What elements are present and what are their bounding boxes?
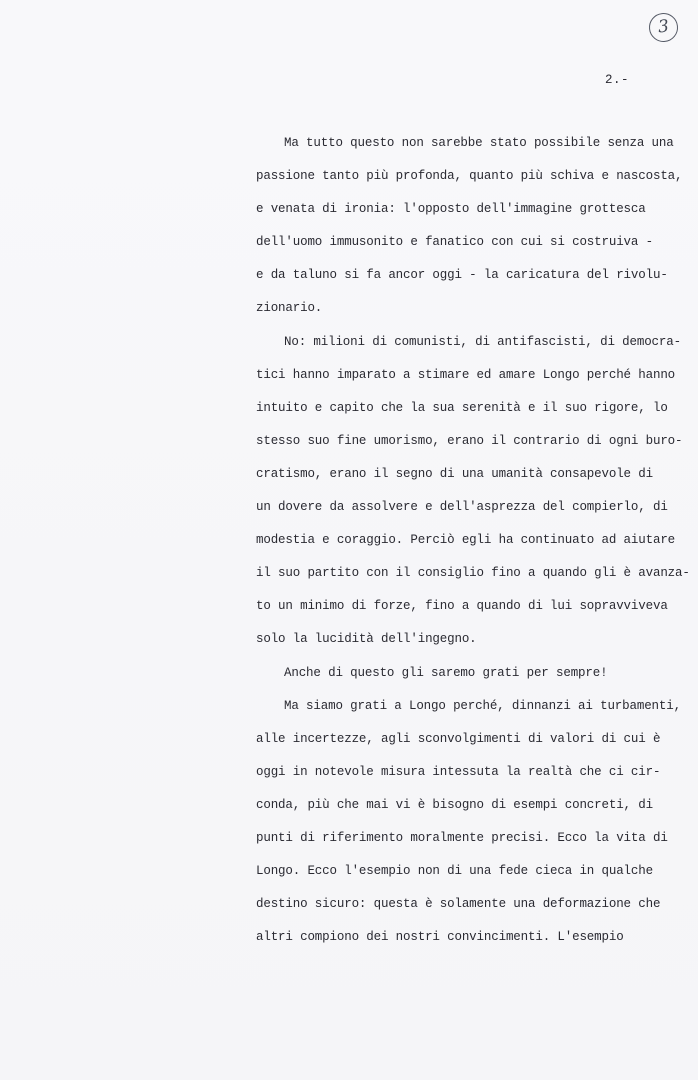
text-line: il suo partito con il consiglio fino a quando gli è avanza- [256, 566, 690, 581]
page-number: 2.- [605, 73, 630, 87]
text-line: stesso suo fine umorismo, erano il contrario di ogni buro- [256, 433, 683, 448]
text-line: Ma tutto questo non sarebbe stato possibile senza una [284, 136, 674, 150]
text-line: oggi in notevole misura intessuta la realtà che ci cir- [256, 764, 661, 779]
text-line: alle incertezze, agli sconvolgimenti di valori di cui è [256, 731, 661, 746]
text-line: Ma siamo grati a Longo perché, dinnanzi ai turbamenti, [284, 698, 681, 713]
text-line: to un minimo di forze, fino a quando di lui sopravviveva [256, 599, 668, 614]
text-line: zionario. [256, 301, 323, 316]
text-line: Anche di questo gli saremo grati per sempre! [284, 665, 608, 680]
text-line: altri compiono dei nostri convincimenti. L'esempio [256, 930, 624, 945]
text-line: dell'uomo immusonito e fanatico con cui si costruiva - [256, 235, 653, 250]
circled-page-annotation: 3 [648, 12, 680, 44]
text-line: e venata di ironia: l'opposto dell'immagine grottesca [256, 202, 646, 217]
text-line: No: milioni di comunisti, di antifascisti, di democra- [284, 334, 681, 349]
text-line: conda, più che mai vi è bisogno di esempi concreti, di [256, 797, 653, 812]
text-line: passione tanto più profonda, quanto più schiva e nascosta, [256, 169, 683, 184]
text-line: modestia e coraggio. Perciò egli ha continuato ad aiutare [256, 533, 676, 548]
text-line: Longo. Ecco l'esempio non di una fede cieca in qualche [256, 864, 653, 879]
text-line: un dovere da assolvere e dell'asprezza del compierlo, di [256, 500, 668, 515]
text-line: solo la lucidità dell'ingegno. [256, 632, 477, 647]
text-line: e da taluno si fa ancor oggi - la caricatura del rivolu- [256, 268, 668, 283]
text-line: punti di riferimento moralmente precisi. Ecco la vita di [256, 830, 668, 845]
text-line: destino sicuro: questa è solamente una deformazione che [256, 897, 661, 912]
text-line: cratismo, erano il segno di una umanità consapevole di [256, 466, 653, 481]
text-line: intuito e capito che la sua serenità e il suo rigore, lo [256, 400, 668, 415]
typewritten-body-text [256, 130, 690, 957]
text-line: tici hanno imparato a stimare ed amare Longo perché hanno [256, 367, 676, 382]
